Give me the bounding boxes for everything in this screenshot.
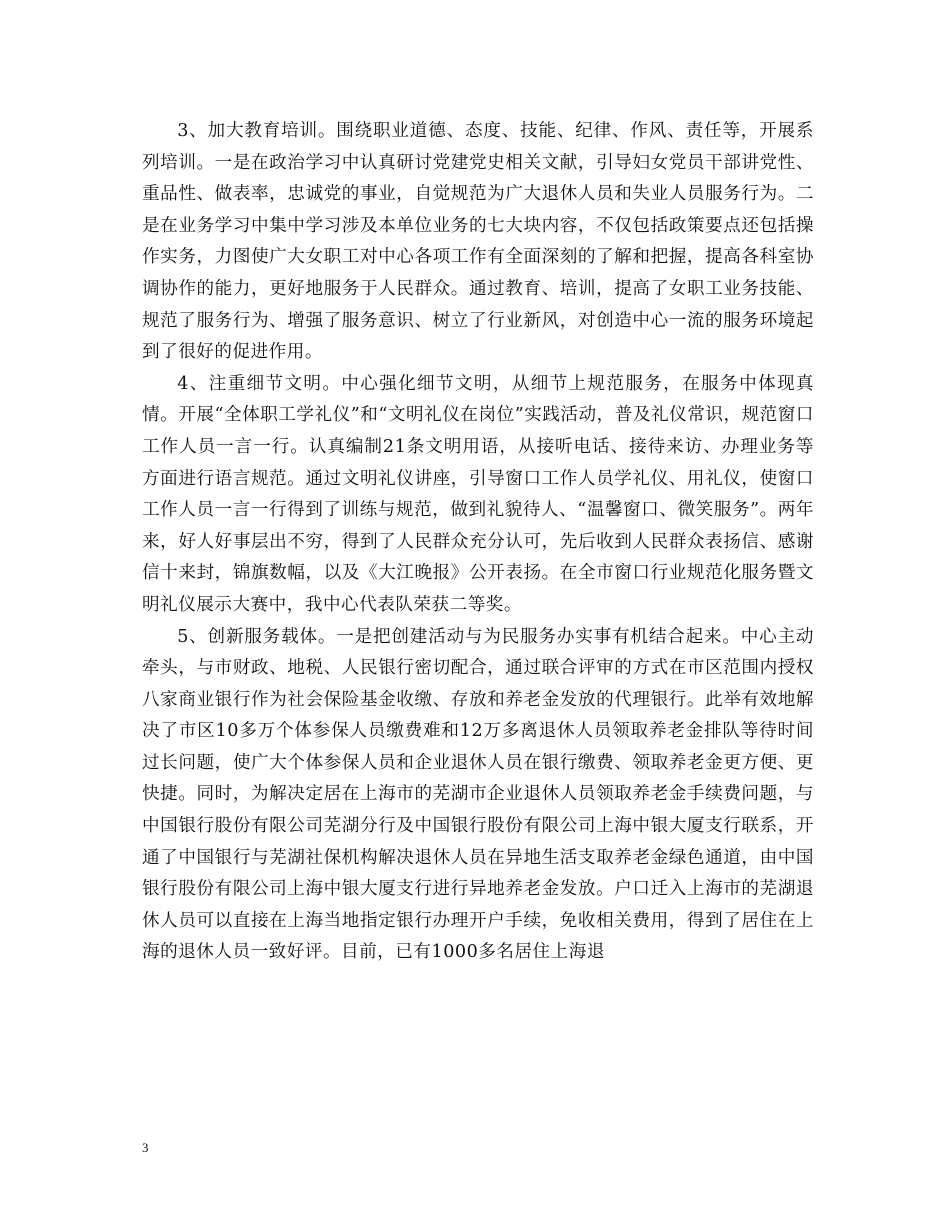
page-number: 3 <box>142 1140 149 1155</box>
paragraph-service-innovation: 5、创新服务载体。一是把创建活动与为民服务办实事有机结合起来。中心主动牵头，与市财政、地税、人民银行密切配合，通过联合评审的方式在市区范围内授权八家商业银行作为社会保险基金收缴、存放和养老金发放的代理银行。此举有效地解决了市区10多万个体参保人员缴费难和12万多离退休人员领取养老金排队等待时间过长问题，使广大个体参保人员和企业退休人员在银行缴费、领取养老金更方便、更快捷。同时，为解决定居在上海市的芜湖市企业退休人员领取养老金手续费问题，与中国银行股份有限公司芜湖分行及中国银行股份有限公司上海中银大厦支行联系，开通了中国银行与芜湖社保机构解决退休人员在异地生活支取养老金绿色通道，由中国银行股份有限公司上海中银大厦支行进行异地养老金发放。户口迁入上海市的芜湖退休人员可以直接在上海当地指定银行办理开户手续，免收相关费用，得到了居住在上海的退休人员一致好评。目前，已有1000多名居住上海退 <box>142 626 814 963</box>
paragraph-detail-civility: 4、注重细节文明。中心强化细节文明，从细节上规范服务，在服务中体现真情。开展“全体职工学礼仪”和“文明礼仪在岗位”实践活动，普及礼仪常识，规范窗口工作人员一言一行。认真编制21条文明用语，从接听电话、接待来访、办理业务等方面进行语言规范。通过文明礼仪讲座，引导窗口工作人员学礼仪、用礼仪，使窗口工作人员一言一行得到了训练与规范，做到礼貌待人、“温馨窗口、微笑服务”。两年来，好人好事层出不穷，得到了人民群众充分认可，先后收到人民群众表扬信、感谢信十来封，锦旗数幅，以及《大江晚报》公开表扬。在全市窗口行业规范化服务暨文明礼仪展示大赛中，我中心代表队荣获二等奖。 <box>142 373 814 615</box>
paragraph-education-training: 3、加大教育培训。围绕职业道德、态度、技能、纪律、作风、责任等，开展系列培训。一是在政治学习中认真研讨党建党史相关文献，引导妇女党员干部讲党性、重品性、做表率，忠诚党的事业，自觉规范为广大退休人员和失业人员服务行为。二是在业务学习中集中学习涉及本单位业务的七大块内容，不仅包括政策要点还包括操作实务，力图使广大女职工对中心各项工作有全面深刻的了解和把握，提高各科室协调协作的能力，更好地服务于人民群众。通过教育、培训，提高了女职工业务技能、规范了服务行为、增强了服务意识、树立了行业新风，对创造中心一流的服务环境起到了很好的促进作用。 <box>142 121 814 363</box>
document-body <box>142 116 814 969</box>
